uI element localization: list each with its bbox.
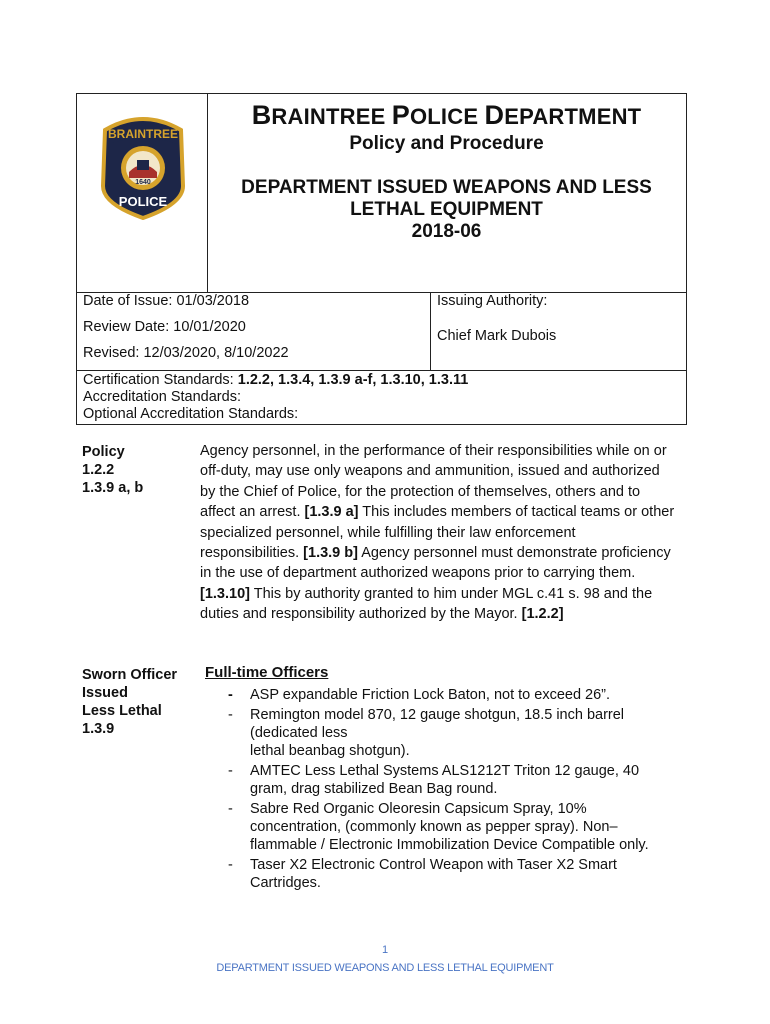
policy-text-2: This includes members of tactical teams or other specialized personnel, while fulfilling their law enforcement responsibilities. [200,504,675,562]
list-dash: - [228,707,233,723]
logo-year: 1640 [135,179,151,186]
policy-paragraph [200,441,675,625]
dates-column [83,293,289,371]
policy-side-ref-1: 1.2.2 [82,462,115,478]
list-item [228,706,673,760]
list-line: AMTEC Less Lethal Systems ALS1212T Triton 12 gauge, 40 [250,763,640,779]
list-dash: - [228,763,233,779]
issuing-authority-name: Chief Mark Dubois [437,328,557,344]
header-box [76,93,687,293]
title-line-2: LETHAL EQUIPMENT [350,199,543,220]
police-patch-logo [97,108,189,220]
dept-initial-b: B [251,100,272,130]
department-name [207,100,686,131]
optional-accreditation-standards: Optional Accreditation Standards: [83,406,299,422]
sworn-side-line-4: 1.3.9 [82,721,115,737]
list-line: Taser X2 Electronic Control Weapon with Taser X2 Smart [250,857,617,873]
title-block [207,94,686,243]
equipment-list [228,686,673,894]
footer-title: DEPARTMENT ISSUED WEAPONS AND LESS LETHAL EQUIPMENT [216,962,554,974]
list-line: gram, drag stabilized Bean Bag round. [250,781,498,797]
list-line: flammable / Electronic Immobilization Device Compatible only. [250,837,649,853]
list-item [228,686,673,704]
sworn-side-label [82,666,177,738]
list-item [228,800,673,854]
policy-ref-b: [1.3.9 b] [303,545,358,562]
dept-word-department: EPARTMENT [504,104,642,129]
list-line: Cartridges. [250,875,321,891]
sworn-side-line-1: Sworn Officer [82,667,178,683]
dept-initial-d: D [484,100,505,130]
policy-ref-d: [1.2.2] [521,606,564,623]
list-dash: - [228,857,233,873]
logo-bottom-text: POLICE [118,194,168,209]
certification-standards [83,372,686,389]
issue-info-box [76,292,687,371]
full-time-officers-heading: Full-time Officers [205,664,329,681]
review-date: Review Date: 10/01/2020 [83,319,246,335]
document-title [207,177,686,243]
list-line: (dedicated less [250,725,348,741]
list-line: Sabre Red Organic Oleoresin Capsicum Spray, 10% [250,801,587,817]
sworn-side-line-2: Issued [82,685,128,701]
logo-cell [77,94,208,292]
page-number: 1 [381,944,389,956]
title-line-1: DEPARTMENT ISSUED WEAPONS AND LESS [241,177,652,198]
policy-side-title: Policy [82,444,125,460]
list-line: lethal beanbag shotgun). [250,743,410,759]
certification-box [76,370,687,425]
list-item [228,762,673,798]
list-item [228,856,673,892]
issuing-authority-label: Issuing Authority: [437,293,548,309]
list-line: concentration, (commonly known as pepper spray). Non– [250,819,618,835]
dept-initial-p: P [391,100,410,130]
date-of-issue: Date of Issue: 01/03/2018 [83,293,250,309]
list-dash: - [228,801,233,817]
certification-values: 1.2.2, 1.3.4, 1.3.9 a-f, 1.3.10, 1.3.11 [237,372,469,388]
policy-text-1: Agency personnel, in the performance of their responsibilities while on or off-duty, may use only weapons and ammunition, issued and authorized by the Chief of Police, for the protection of themselves, others and to affect an arrest. [200,443,667,521]
policy-text-3: Agency personnel must demonstrate proficiency in the use of department authorized weapons prior to carrying them. [200,545,671,582]
certification-label: Certification Standards: [83,372,238,388]
policy-side-ref-2: 1.3.9 a, b [82,480,144,496]
dept-word-braintree: RAINTREE [271,104,386,129]
revised-date: Revised: 12/03/2020, 8/10/2022 [83,345,289,361]
policy-ref-a: [1.3.9 a] [304,504,359,521]
list-dash: - [228,687,233,703]
policy-number: 2018-06 [411,221,482,242]
logo-top-text: BRAINTREE [107,127,179,141]
policy-procedure-label: Policy and Procedure [349,133,544,154]
policy-side-label [82,443,143,497]
sworn-side-line-3: Less Lethal [82,703,162,719]
issuing-authority-column [430,293,556,370]
list-line: ASP expandable Friction Lock Baton, not to exceed 26”. [250,687,611,703]
policy-ref-c: [1.3.10] [200,585,250,602]
policy-text-4: This by authority granted to him under MGL c.41 s. 98 and the duties and responsibility authorized by the Mayor. [200,585,653,623]
accreditation-standards: Accreditation Standards: [83,389,241,405]
list-line: Remington model 870, 12 gauge shotgun, 18.5 inch barrel [250,707,625,723]
dept-word-police: OLICE [409,104,479,129]
